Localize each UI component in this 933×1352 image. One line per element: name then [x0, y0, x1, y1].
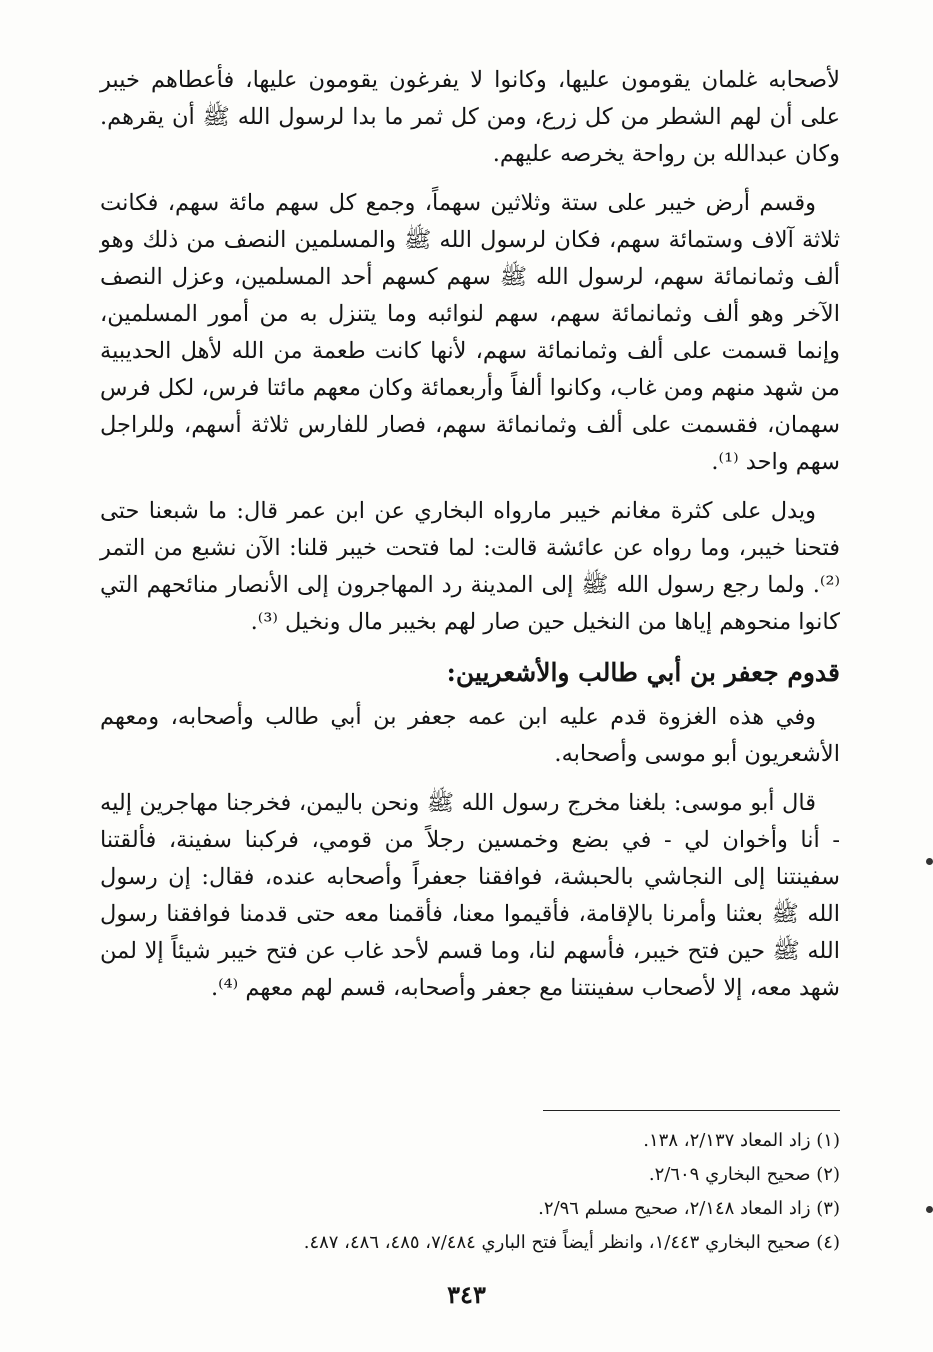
- margin-mark: [926, 1206, 933, 1213]
- page-body: [100, 62, 840, 1019]
- page-number: ٣٤٣: [447, 1280, 486, 1309]
- margin-mark: [926, 858, 933, 865]
- footnotes: [100, 1124, 840, 1260]
- paragraph-jafar-arrival: وفي هذه الغزوة قدم عليه ابن عمه جعفر بن أبي طالب وأصحابه، ومعهم الأشعريون أبو موسى وأصحابه.: [100, 704, 840, 767]
- section-heading: قدوم جعفر بن أبي طالب والأشعريين:: [446, 658, 840, 687]
- footnote-divider: [543, 1110, 840, 1111]
- footnote-2: (٢) صحيح البخاري ٢/٦٠٩.: [648, 1164, 840, 1185]
- footnote-3: (٣) زاد المعاد ٢/١٤٨، صحيح مسلم ٢/٩٦.: [538, 1198, 840, 1219]
- paragraph-spoils: ويدل على كثرة مغانم خيبر مارواه البخاري عن ابن عمر قال: ما شبعنا حتى فتحنا خيبر، وما رواه عن عائشة قالت: لما فتحت خيبر قلنا: الآن نشبع من التمر ⁽²⁾. ولما رجع رسول الله ﷺ إلى المدينة رد المهاجرون إلى الأنصار منائحهم التي كانوا منحوهم إياها من النخيل حين صار لهم بخيبر مال ونخيل ⁽³⁾.: [100, 498, 840, 635]
- paragraph-abu-musa: قال أبو موسى: بلغنا مخرج رسول الله ﷺ ونحن باليمن، فخرجنا مهاجرين إليه - أنا وأخوان لي - في بضع وخمسين رجلاً من قومي، فركبنا سفينة، فألقتنا سفينتنا إلى النجاشي بالحبشة، فوافقنا جعفراً وأصحابه عنده، فقال: إن رسول الله ﷺ بعثنا وأمرنا بالإقامة، فأقيموا معنا، فأقمنا معه حتى قدمنا فوافقنا رسول الله ﷺ حين فتح خيبر، فأسهم لنا، وما قسم لأحد غاب عن فتح خيبر شيئاً إلا لمن شهد معه، إلا لأصحاب سفينتنا مع جعفر وأصحابه، قسم لهم معهم ⁽⁴⁾.: [100, 790, 840, 1001]
- paragraph-shares-division: وقسم أرض خيبر على ستة وثلاثين سهماً، وجمع كل سهم مائة سهم، فكانت ثلاثة آلاف وستمائة سهم، فكان لرسول الله ﷺ والمسلمين النصف من ذلك وهو ألف وثمانمائة سهم، لرسول الله ﷺ سهم كسهم أحد المسلمين، وعزل النصف الآخر وهو ألف وثمانمائة سهم، سهم لنوائبه وما يتنزل به من أمور المسلمين، وإنما قسمت على ألف وثمانمائة سهم، لأنها كانت طعمة من الله لأهل الحديبية من شهد منهم ومن غاب، وكانوا ألفاً وأربعمائة وكان معهم مائتا فرس، لكل فرس سهمان، فقسمت على ألف وثمانمائة سهم، فصار للفارس ثلاثة أسهم، وللراجل سهم واحد ⁽¹⁾.: [100, 190, 840, 475]
- footnote-1: (١) زاد المعاد ٢/١٣٧، ١٣٨.: [643, 1130, 840, 1151]
- footnote-4: (٤) صحيح البخاري ١/٤٤٣، وانظر أيضاً فتح الباري ٧/٤٨٤، ٤٨٥، ٤٨٦، ٤٨٧.: [303, 1232, 840, 1253]
- paragraph-khaybar-land: لأصحابه غلمان يقومون عليها، وكانوا لا يفرغون يقومون عليها، فأعطاهم خيبر على أن لهم الشطر من كل زرع، ومن كل ثمر ما بدا لرسول الله ﷺ أن يقرهم. وكان عبدالله بن رواحة يخرصه عليهم.: [100, 67, 840, 167]
